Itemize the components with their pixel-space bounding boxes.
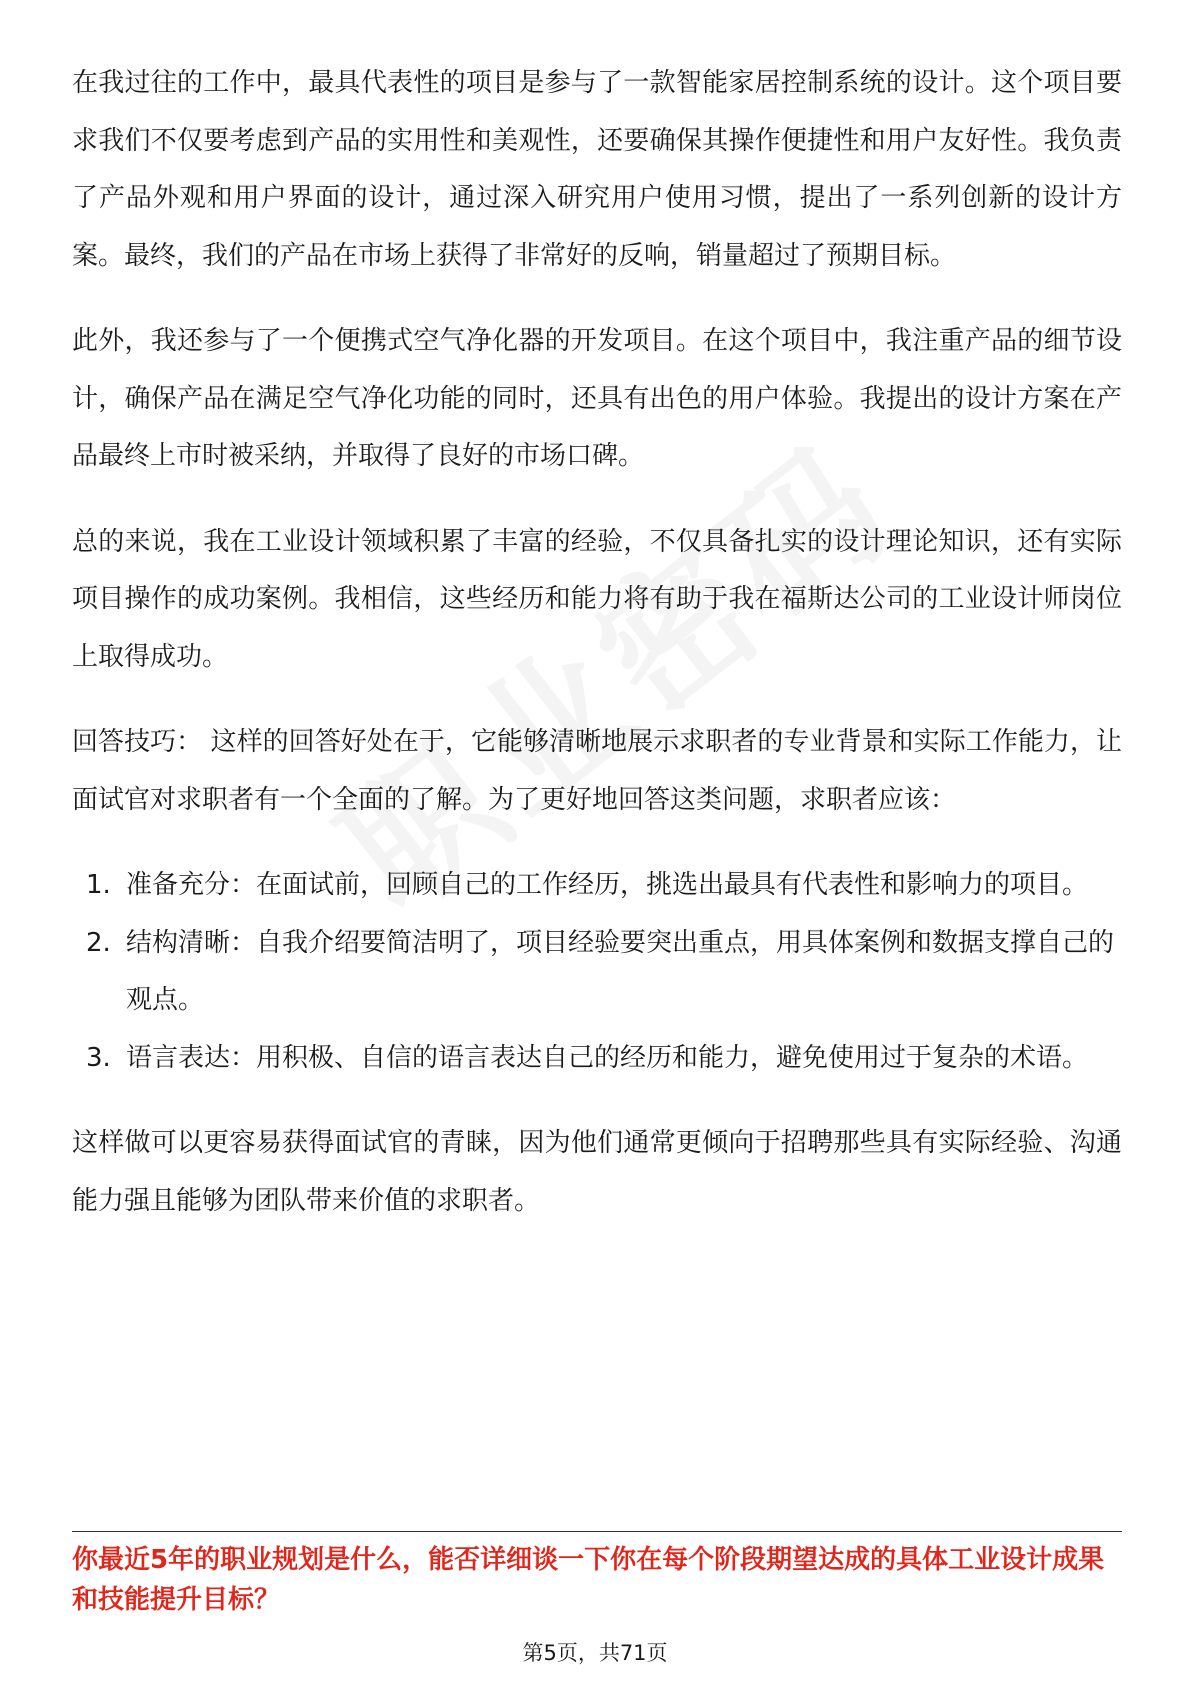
tips-list — [72, 857, 1122, 1087]
page-number: 第5页，共71页 — [522, 1641, 668, 1665]
list-item-text: 语言表达：用积极、自信的语言表达自己的经历和能力，避免使用过于复杂的术语。 — [126, 1042, 1089, 1073]
answer-content — [72, 55, 1122, 1230]
list-item — [72, 1030, 1122, 1088]
paragraph-smart-home-project: 在我过往的工作中，最具代表性的项目是参与了一款智能家居控制系统的设计。这个项目要求我们不仅要考虑到产品的实用性和美观性，还要确保其操作便捷性和用户友好性。我负责了产品外观和用户界面的设计，通过深入研究用户使用习惯，提出了一系列创新的设计方案。最终，我们的产品在市场上获得了非常好的反响，销量超过了预期目标。 — [72, 68, 1122, 271]
paragraph-conclusion: 这样做可以更容易获得面试官的青睐，因为他们通常更倾向于招聘那些具有实际经验、沟通能力强且能够为团队带来价值的求职者。 — [72, 1128, 1122, 1216]
next-question-heading: 你最近5年的职业规划是什么，能否详细谈一下你在每个阶段期望达成的具体工业设计成果和技能提升目标？ — [72, 1545, 1105, 1615]
list-item-text: 结构清晰：自我介绍要简洁明了，项目经验要突出重点，用具体案例和数据支撑自己的观点。 — [126, 927, 1115, 1015]
list-item — [72, 857, 1122, 915]
paragraph-air-purifier-project: 此外，我还参与了一个便携式空气净化器的开发项目。在这个项目中，我注重产品的细节设计，确保产品在满足空气净化功能的同时，还具有出色的用户体验。我提出的设计方案在产品最终上市时被采纳，并取得了良好的市场口碑。 — [72, 326, 1122, 471]
list-item-text: 准备充分：在面试前，回顾自己的工作经历，挑选出最具有代表性和影响力的项目。 — [126, 870, 1089, 900]
list-item — [72, 915, 1122, 1030]
list-item-number: 2. — [86, 927, 111, 958]
paragraph-summary: 总的来说，我在工业设计领域积累了丰富的经验，不仅具备扎实的设计理论知识，还有实际项目操作的成功案例。我相信，这些经历和能力将有助于我在福斯达公司的工业设计师岗位上取得成功。 — [72, 526, 1122, 672]
list-item-number: 3. — [86, 1042, 111, 1073]
section-divider — [72, 1531, 1122, 1532]
paragraph-answer-tips: 回答技巧： 这样的回答好处在于，它能够清晰地展示求职者的专业背景和实际工作能力，让面试官对求职者有一个全面的了解。为了更好地回答这类问题，求职者应该： — [72, 727, 1122, 815]
list-item-number: 1. — [86, 870, 111, 900]
